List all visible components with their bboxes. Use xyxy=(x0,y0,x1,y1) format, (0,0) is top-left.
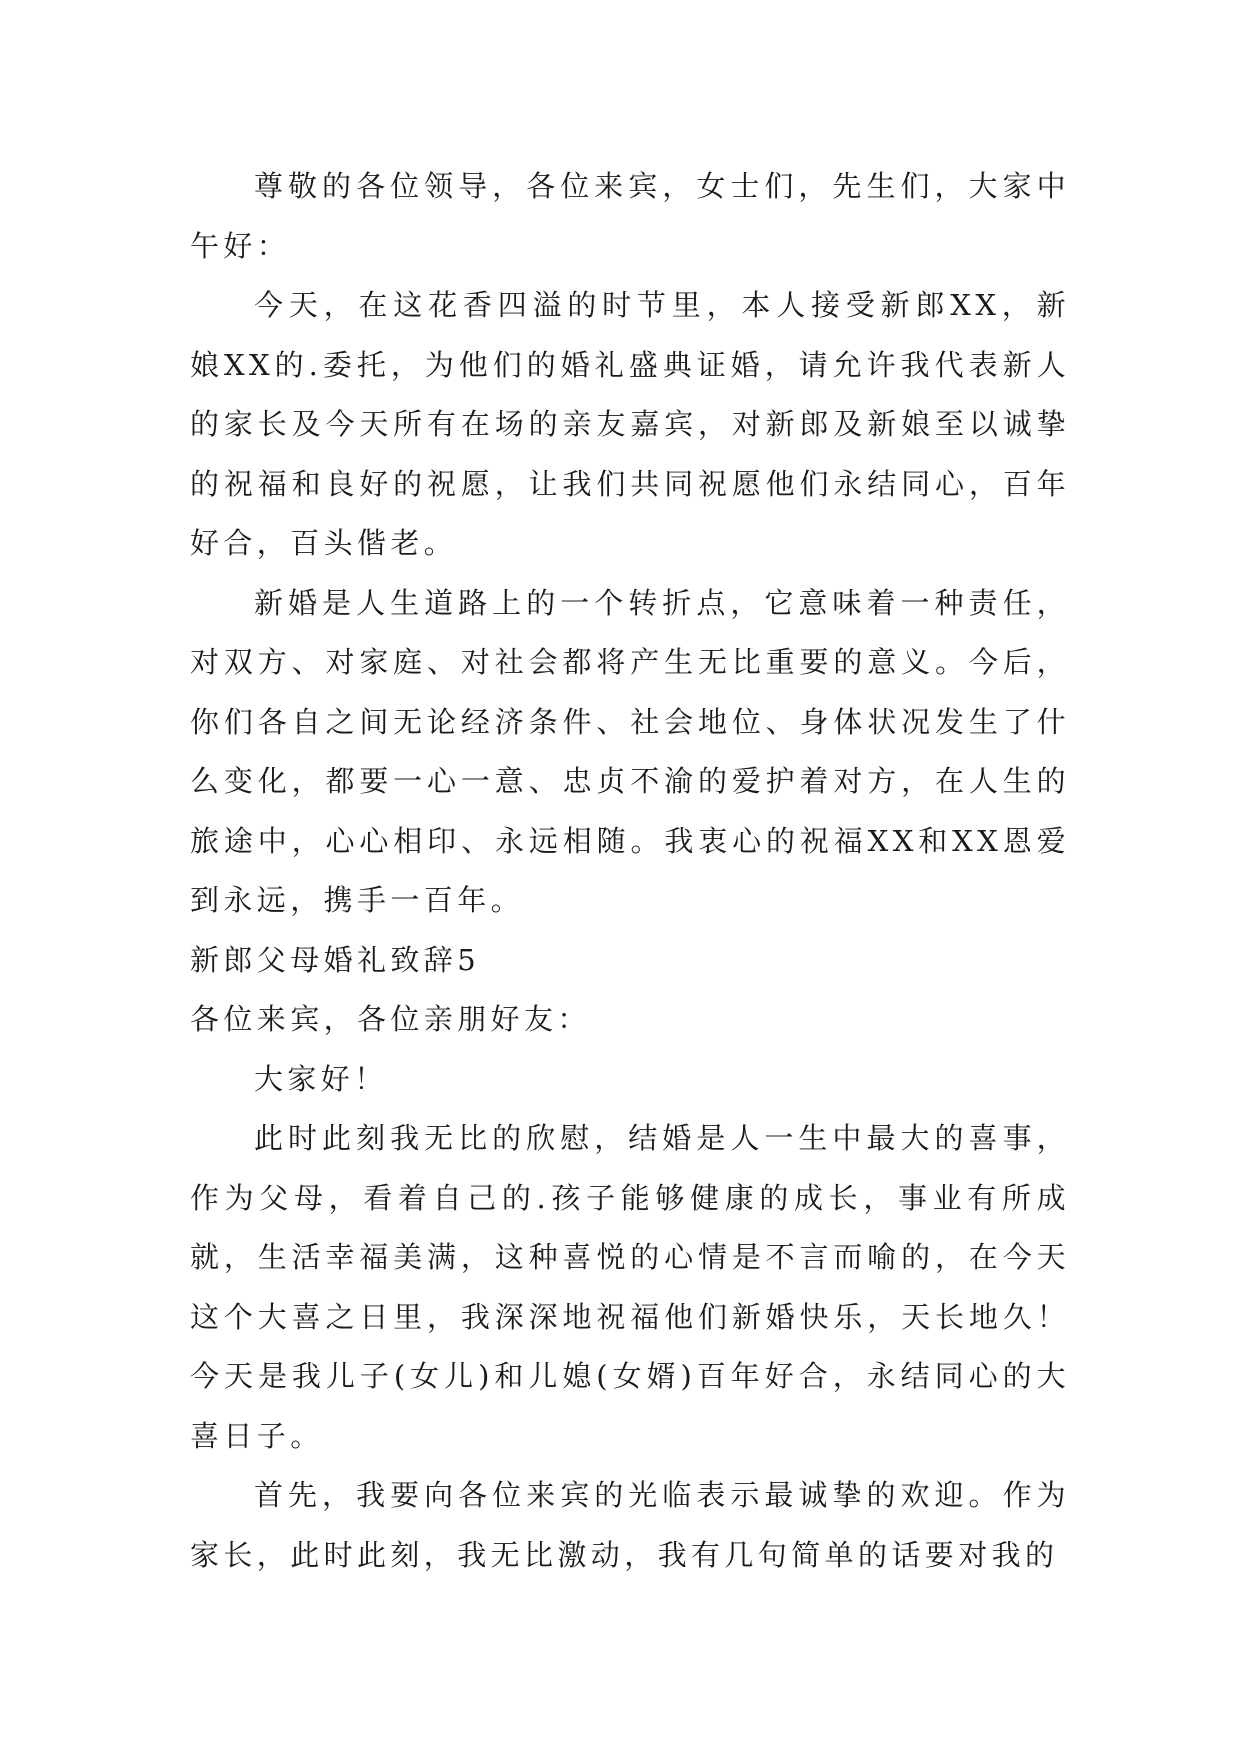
paragraph-greeting: 尊敬的各位领导，各位来宾，女士们，先生们，大家中午好： xyxy=(190,169,1070,263)
document-body xyxy=(190,157,1070,1585)
paragraph-officiant-intro: 今天，在这花香四溢的时节里，本人接受新郎XX，新娘XX的.委托，为他们的婚礼盛典证婚，请允许我代表新人的家长及今天所有在场的亲友嘉宾，对新郎及新娘至以诚挚的祝福和良好的祝愿，让我们共同祝愿他们永结同心，百年好合，百头偕老。 xyxy=(190,288,1070,560)
paragraph-parent-joy: 此时此刻我无比的欣慰，结婚是人一生中最大的喜事，作为父母，看着自己的.孩子能够健康的成长，事业有所成就，生活幸福美满，这种喜悦的心情是不言而喻的，在今天这个大喜之日里，我深深地祝福他们新婚快乐，天长地久！今天是我儿子(女儿)和儿媳(女婿)百年好合，永结同心的大喜日子。 xyxy=(190,1121,1070,1453)
paragraph-salutation: 各位来宾，各位亲朋好友： xyxy=(190,1002,591,1036)
section-heading: 新郎父母婚礼致辞5 xyxy=(190,942,481,977)
paragraph-marriage-meaning: 新婚是人生道路上的一个转折点，它意味着一种责任，对双方、对家庭、对社会都将产生无比重要的意义。今后，你们各自之间无论经济条件、社会地位、身体状况发生了什么变化，都要一心一意、忠贞不渝的爱护着对方，在人生的旅途中，心心相印、永远相随。我衷心的祝福XX和XX恩爱到永远，携手一百年。 xyxy=(190,585,1070,917)
paragraph-hello: 大家好！ xyxy=(254,1061,388,1096)
paragraph-welcome: 首先，我要向各位来宾的光临表示最诚挚的欢迎。作为家长，此时此刻，我无比激动，我有几句简单的话要对我的 xyxy=(190,1478,1070,1572)
